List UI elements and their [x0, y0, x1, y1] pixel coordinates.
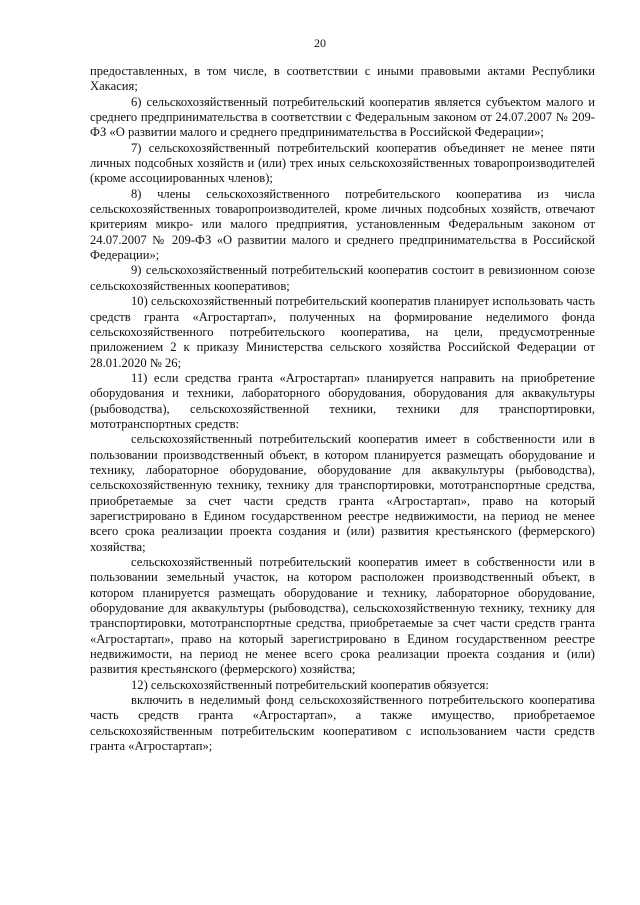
paragraph-item-11: 11) если средства гранта «Агростартап» планируется направить на приобретение оборудования и техники, лабораторного оборудования, оборудования для аквакультуры (рыбоводства), сельскохозяйственной техники, техники для транспортировки, мототранспортных средств:: [90, 370, 595, 431]
paragraph-item-6: 6) сельскохозяйственный потребительский кооператив является субъектом малого и среднего предпринимательства в соответствии с Федеральным законом от 24.07.2007 № 209-ФЗ «О развитии малого и среднего предпринимательства в Российской Федерации»;: [90, 94, 595, 140]
paragraph-item-8: 8) члены сельскохозяйственного потребительского кооператива из числа сельскохозяйственных товаропроизводителей, кроме личных подсобных хозяйств, отвечают критериям микро- или малого предприятия, установленным Федеральным законом от 24.07.2007 № 209-ФЗ «О развитии малого и среднего предпринимательства в Российской Федерации»;: [90, 186, 595, 263]
paragraph-item-12-indivisible-fund: включить в неделимый фонд сельскохозяйственного потребительского кооператива часть средств гранта «Агростартап», а также имущество, приобретаемое сельскохозяйственным потребительским кооперативом с использованием части средств гранта «Агростартап»;: [90, 693, 595, 754]
page-number: 20: [314, 36, 326, 50]
paragraph-item-7: 7) сельскохозяйственный потребительский кооператив объединяет не менее пяти личных подсобных хозяйств и (или) трех иных сельскохозяйственных товаропроизводителей (кроме ассоциированных членов);: [90, 140, 595, 186]
paragraph-item-11-land-plot: сельскохозяйственный потребительский кооператив имеет в собственности или в пользовании земельный участок, на котором расположен производственный объект, в котором планируется размещать оборудование и технику, лабораторное оборудование, оборудование для аквакультуры (рыбоводства), сельскохозяйственную технику, технику для транспортировки, мототранспортные средства, приобретаемые за счет части средств гранта «Агростартап», право на который зарегистрировано в Едином государственном реестре недвижимости, на период не менее всего срока реализации проекта создания и (или) развития крестьянского (фермерского) хозяйства;: [90, 555, 595, 677]
paragraph-continuation: предоставленных, в том числе, в соответствии с иными правовыми актами Республики Хакасия;: [90, 64, 595, 94]
paragraph-item-9: 9) сельскохозяйственный потребительский кооператив состоит в ревизионном союзе сельскохозяйственных кооперативов;: [90, 263, 595, 293]
paragraph-item-12: 12) сельскохозяйственный потребительский кооператив обязуется:: [131, 677, 489, 692]
paragraph-item-10: 10) сельскохозяйственный потребительский кооператив планирует использовать часть средств гранта «Агростартап», полученных на формирование неделимого фонда сельскохозяйственного потребительского кооператива, на цели, предусмотренные приложением 2 к приказу Министерства сельского хозяйства Российской Федерации от 28.01.2020 № 26;: [90, 294, 595, 370]
paragraph-item-11-production-facility: сельскохозяйственный потребительский кооператив имеет в собственности или в пользовании производственный объект, в котором планируется размещать оборудование и технику, лабораторное оборудование, оборудование для аквакультуры (рыбоводства), сельскохозяйственную технику, технику для транспортировки, мототранспортные средства, приобретаемые за счет части средств гранта «Агростартап», право на который зарегистрировано в Едином государственном реестре недвижимости, на период не менее всего срока реализации проекта создания и (или) развития крестьянского (фермерского) хозяйства;: [90, 432, 595, 554]
document-body: [90, 64, 595, 754]
